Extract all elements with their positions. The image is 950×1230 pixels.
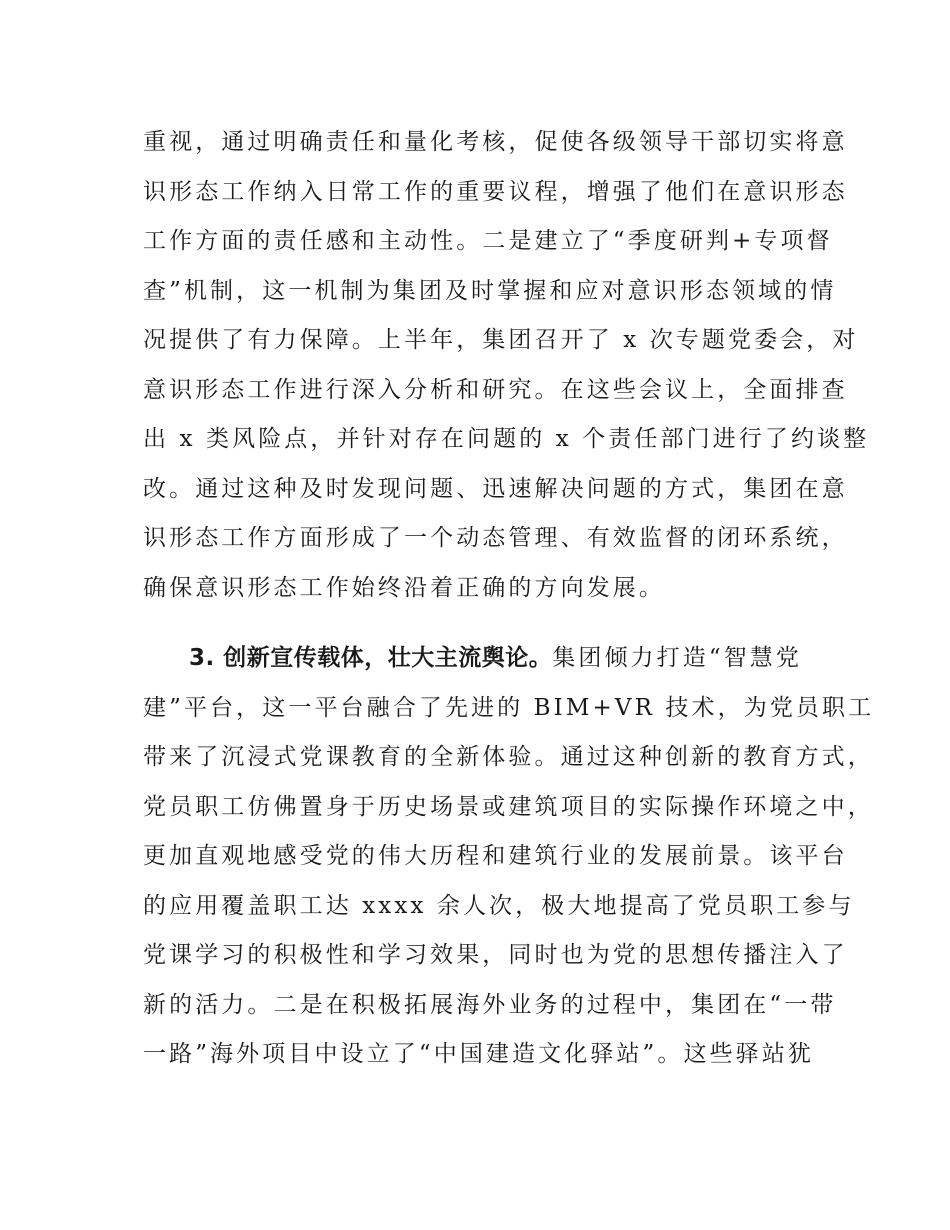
heading-line-rest: 集团倾力打造“智慧党 — [552, 645, 803, 671]
paragraph-first-line — [143, 634, 823, 684]
paragraph-line: 查”机制，这一机制为集团及时掌握和应对意识形态领域的情 — [143, 277, 837, 304]
paragraph-line: 确保意识形态工作始终沿着正确的方向发展。 — [143, 574, 665, 601]
paragraph-1 — [143, 118, 870, 613]
paragraph-line: 带来了沉浸式党课教育的全新体验。通过这种创新的教育方式， — [143, 744, 874, 770]
paragraph-line: 识形态工作纳入日常工作的重要议程，增强了他们在意识形态 — [143, 178, 848, 205]
paragraph-line: 重视，通过明确责任和量化考核，促使各级领导干部切实将意 — [143, 129, 848, 155]
paragraph-line: 新的活力。二是在积极拓展海外业务的过程中，集团在“一带 — [143, 991, 837, 1018]
paragraph-2 — [143, 634, 875, 1080]
paragraph-line: 意识形态工作进行深入分析和研究。在这些会议上，全面排查 — [143, 376, 848, 403]
section-heading: 3. 创新宣传载体，壮大主流舆论。 — [189, 645, 553, 671]
paragraph-line: 建”平台，这一平台融合了先进的 BIM+VR 技术，为党员职工 — [143, 694, 875, 721]
paragraph-line: 的应用覆盖职工达 xxxx 余人次，极大地提高了党员职工参与 — [143, 892, 855, 919]
paragraph-line: 党员职工仿佛置身于历史场景或建筑项目的实际操作环境之中， — [143, 793, 874, 820]
paragraph-line: 党课学习的积极性和学习效果，同时也为党的思想传播注入了 — [143, 942, 848, 968]
paragraph-line: 识形态工作方面形成了一个动态管理、有效监督的闭环系统， — [143, 525, 848, 551]
paragraph-line: 况提供了有力保障。上半年，集团召开了 x 次专题党委会，对 — [143, 327, 859, 353]
paragraph-line: 更加直观地感受党的伟大历程和建筑行业的发展前景。该平台 — [143, 843, 848, 869]
paragraph-line: 一路”海外项目中设立了“中国建造文化驿站”。这些驿站犹 — [143, 1041, 814, 1067]
paragraph-line: 出 x 类风险点，并针对存在问题的 x 个责任部门进行了约谈整 — [143, 426, 870, 452]
paragraph-line: 工作方面的责任感和主动性。二是建立了“季度研判+专项督 — [143, 228, 833, 254]
paragraph-line: 改。通过这种及时发现问题、迅速解决问题的方式，集团在意 — [143, 475, 848, 502]
